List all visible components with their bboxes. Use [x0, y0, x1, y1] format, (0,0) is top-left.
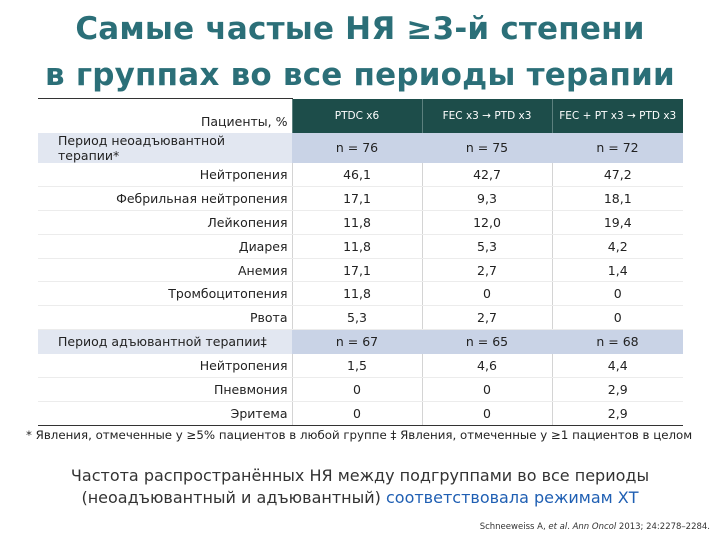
cell-value: 0	[552, 306, 683, 330]
column-header-fec-pt-ptd: FEC + PT x3 → PTD x3	[552, 99, 683, 133]
row-label: Пневмония	[38, 378, 292, 402]
citation-journal: Ann Oncol	[572, 522, 617, 532]
citation-rest: 2013; 24:2278–2284.	[616, 522, 710, 532]
title-line-1: Самые частые НЯ ≥3-й степени	[75, 11, 645, 47]
table-row	[38, 258, 683, 282]
column-header-ptdc: PTDC x6	[292, 99, 422, 133]
adjuvant-n-1: n = 67	[292, 330, 422, 354]
cell-value: 11,8	[292, 234, 422, 258]
cell-value: 0	[422, 378, 552, 402]
cell-value: 18,1	[552, 186, 683, 210]
cell-value: 4,4	[552, 354, 683, 378]
cell-value: 9,3	[422, 186, 552, 210]
neoadjuvant-n-3: n = 72	[552, 133, 683, 163]
cell-value: 12,0	[422, 210, 552, 234]
cell-value: 2,9	[552, 378, 683, 402]
citation-authors: Schneeweiss A,	[479, 522, 549, 532]
cell-value: 19,4	[552, 210, 683, 234]
table-row	[38, 354, 683, 378]
cell-value: 4,2	[552, 234, 683, 258]
cell-value: 5,3	[422, 234, 552, 258]
adjuvant-period-label: Период адъювантной терапии‡	[38, 330, 292, 354]
conclusion-plain: (неоадъювантный и адъювантный)	[81, 488, 386, 507]
cell-value: 42,7	[422, 163, 552, 187]
adjuvant-n-2: n = 65	[422, 330, 552, 354]
table-row	[38, 282, 683, 306]
conclusion-highlight: соответствовала режимам ХТ	[385, 488, 639, 507]
row-label: Тромбоцитопения	[38, 282, 292, 306]
citation	[480, 522, 710, 532]
neoadjuvant-period-row	[38, 133, 683, 163]
cell-value: 2,7	[422, 258, 552, 282]
row-label: Лейкопения	[38, 210, 292, 234]
neoadjuvant-period-label: Период неоадъювантной терапии*	[38, 133, 292, 163]
cell-value: 4,6	[422, 354, 552, 378]
cell-value: 17,1	[292, 258, 422, 282]
conclusion-line-2	[0, 487, 720, 509]
conclusion-line-1: Частота распространённых НЯ между подгруппами во все периоды	[70, 466, 650, 485]
table-row	[38, 401, 683, 425]
cell-value: 1,5	[292, 354, 422, 378]
neoadjuvant-n-1: n = 76	[292, 133, 422, 163]
row-label: Фебрильная нейтропения	[38, 186, 292, 210]
title-line-2: в группах во все периоды терапии	[45, 57, 675, 93]
cell-value: 0	[292, 378, 422, 402]
neoadjuvant-n-2: n = 75	[422, 133, 552, 163]
column-header-fec-ptd: FEC x3 → PTD x3	[422, 99, 552, 133]
table-row	[38, 163, 683, 187]
table-row	[38, 306, 683, 330]
adjuvant-period-row	[38, 330, 683, 354]
cell-value: 2,7	[422, 306, 552, 330]
table-row	[38, 378, 683, 402]
table-header-row	[38, 99, 683, 133]
table-row	[38, 234, 683, 258]
table-footnote: * Явления, отмеченные у ≥5% пациентов в любой группе ‡ Явления, отмеченные у ≥1 пациентов в целом	[26, 428, 693, 442]
cell-value: 0	[422, 282, 552, 306]
row-label: Эритема	[38, 401, 292, 425]
conclusion-text	[0, 465, 720, 509]
cell-value: 0	[422, 401, 552, 425]
row-label: Диарея	[38, 234, 292, 258]
table-row	[38, 210, 683, 234]
cell-value: 11,8	[292, 210, 422, 234]
cell-value: 0	[292, 401, 422, 425]
adjuvant-n-3: n = 68	[552, 330, 683, 354]
row-label: Анемия	[38, 258, 292, 282]
adverse-events-table	[38, 98, 683, 426]
row-label: Рвота	[38, 306, 292, 330]
row-label: Нейтропения	[38, 163, 292, 187]
cell-value: 47,2	[552, 163, 683, 187]
cell-value: 11,8	[292, 282, 422, 306]
table-row	[38, 186, 683, 210]
cell-value: 5,3	[292, 306, 422, 330]
cell-value: 17,1	[292, 186, 422, 210]
corner-label: Пациенты, %	[38, 99, 292, 133]
citation-etal: et al	[548, 522, 568, 532]
row-label: Нейтропения	[38, 354, 292, 378]
cell-value: 0	[552, 282, 683, 306]
cell-value: 2,9	[552, 401, 683, 425]
citation-mid: .	[567, 522, 573, 532]
cell-value: 1,4	[552, 258, 683, 282]
slide-title	[0, 6, 720, 98]
cell-value: 46,1	[292, 163, 422, 187]
